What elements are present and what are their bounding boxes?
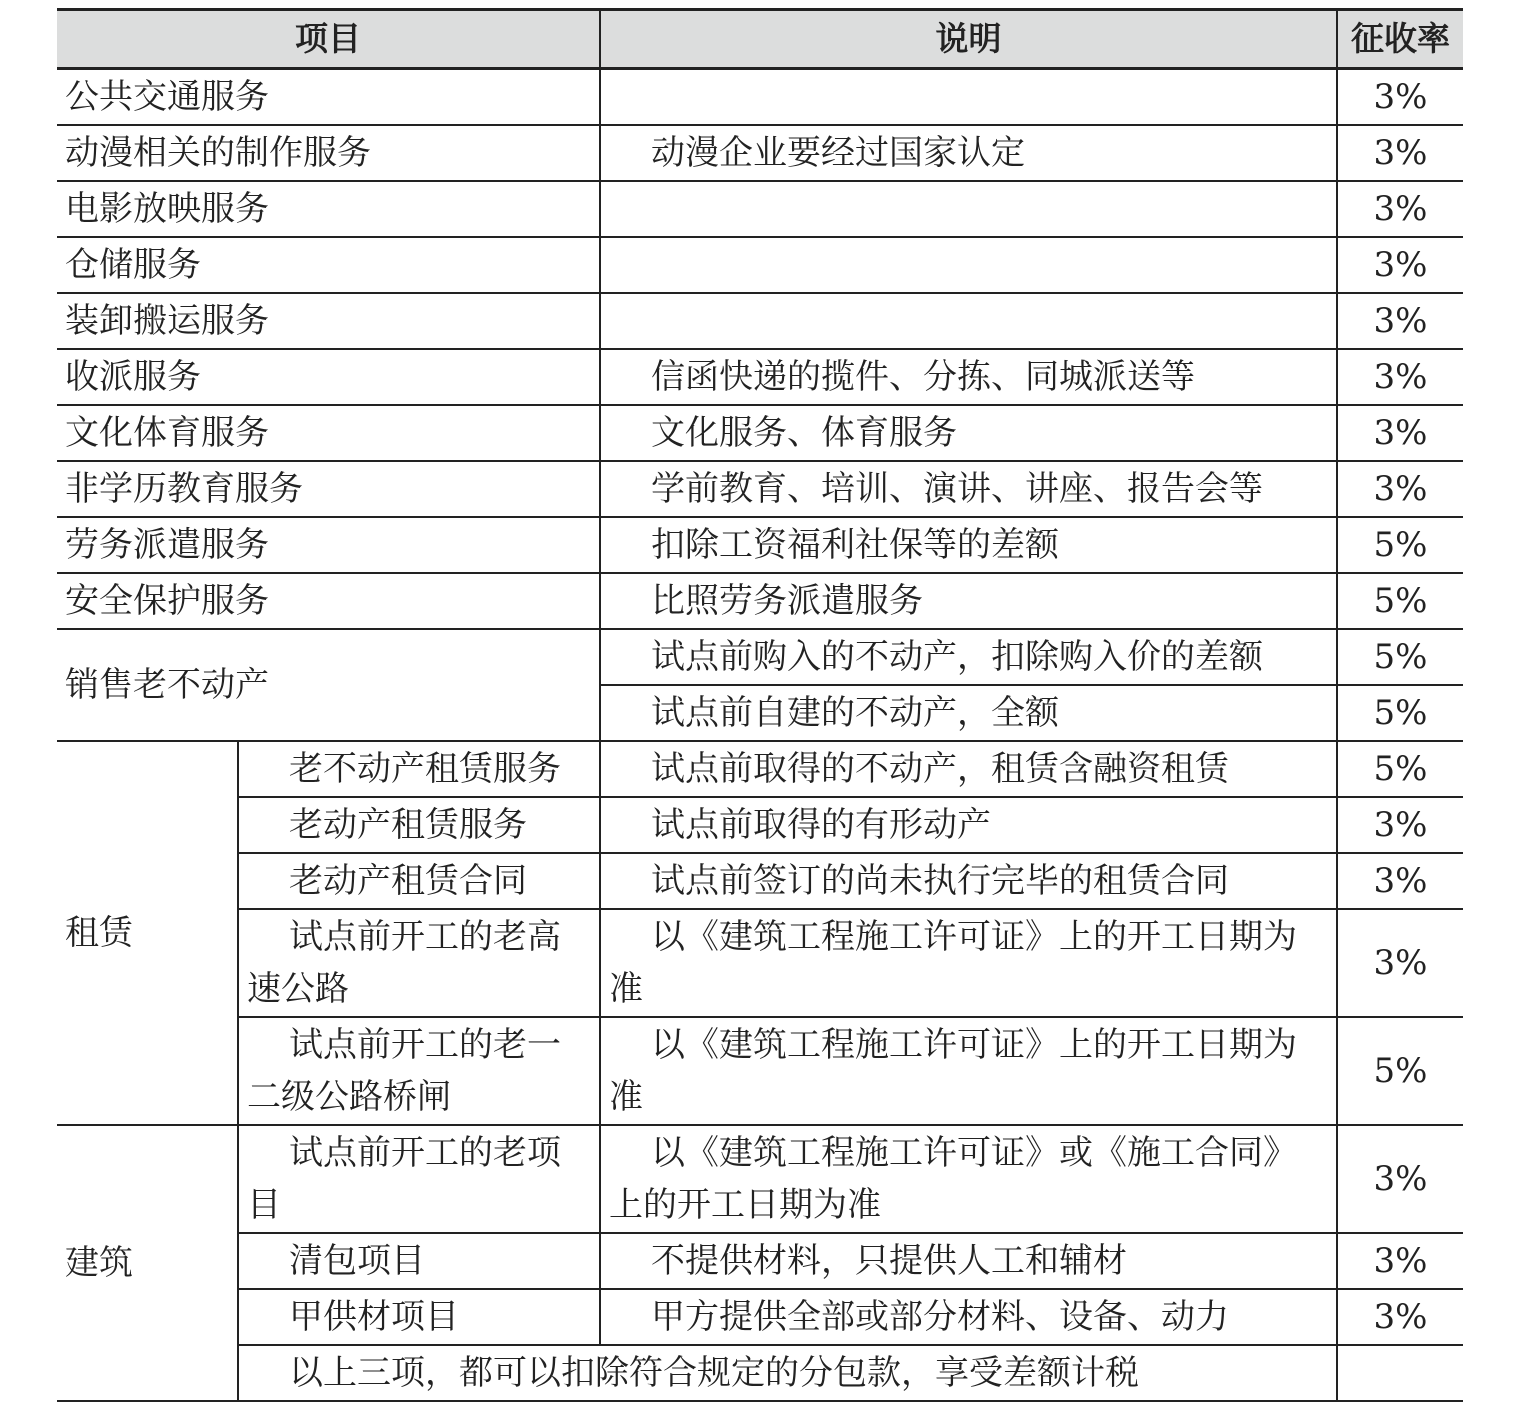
item-cell: 甲供材项目 bbox=[238, 1289, 600, 1345]
desc-cell: 甲方提供全部或部分材料、设备、动力 bbox=[600, 1289, 1337, 1345]
desc-cell: 以《建筑工程施工许可证》或《施工合同》上的开工日期为准 bbox=[600, 1125, 1337, 1233]
rate-cell: 3% bbox=[1337, 69, 1463, 125]
rate-cell: 3% bbox=[1337, 1233, 1463, 1289]
rate-cell: 3% bbox=[1337, 853, 1463, 909]
item-cell: 动漫相关的制作服务 bbox=[57, 125, 600, 181]
rate-cell: 3% bbox=[1337, 237, 1463, 293]
table-row bbox=[57, 629, 1463, 685]
table-row bbox=[57, 1289, 1463, 1345]
table-row bbox=[57, 1017, 1463, 1125]
desc-cell: 试点前签订的尚未执行完毕的租赁合同 bbox=[600, 853, 1337, 909]
table-row bbox=[57, 1233, 1463, 1289]
desc-cell: 试点前购入的不动产，扣除购入价的差额 bbox=[600, 629, 1337, 685]
table-row bbox=[57, 1125, 1463, 1233]
table-row bbox=[57, 237, 1463, 293]
lease-category-cell: 租赁 bbox=[57, 741, 238, 1125]
empty-rate-cell bbox=[1337, 1345, 1463, 1401]
desc-cell: 以《建筑工程施工许可证》上的开工日期为准 bbox=[600, 909, 1337, 1017]
table-row bbox=[57, 517, 1463, 573]
table-row bbox=[57, 405, 1463, 461]
table-row bbox=[57, 125, 1463, 181]
table-row bbox=[57, 573, 1463, 629]
header-item: 项目 bbox=[57, 10, 600, 69]
desc-cell: 试点前取得的有形动产 bbox=[600, 797, 1337, 853]
item-cell: 试点前开工的老一二级公路桥闸 bbox=[238, 1017, 600, 1125]
desc-cell bbox=[600, 237, 1337, 293]
desc-cell: 扣除工资福利社保等的差额 bbox=[600, 517, 1337, 573]
item-cell: 劳务派遣服务 bbox=[57, 517, 600, 573]
desc-cell: 试点前自建的不动产，全额 bbox=[600, 685, 1337, 741]
desc-cell bbox=[600, 293, 1337, 349]
rate-cell: 3% bbox=[1337, 349, 1463, 405]
item-cell: 清包项目 bbox=[238, 1233, 600, 1289]
header-rate: 征收率 bbox=[1337, 10, 1463, 69]
item-cell: 收派服务 bbox=[57, 349, 600, 405]
rate-cell: 3% bbox=[1337, 293, 1463, 349]
desc-cell: 动漫企业要经过国家认定 bbox=[600, 125, 1337, 181]
rate-cell: 5% bbox=[1337, 1017, 1463, 1125]
header-desc: 说明 bbox=[600, 10, 1337, 69]
desc-cell: 学前教育、培训、演讲、讲座、报告会等 bbox=[600, 461, 1337, 517]
desc-cell: 以《建筑工程施工许可证》上的开工日期为准 bbox=[600, 1017, 1337, 1125]
rate-cell: 5% bbox=[1337, 517, 1463, 573]
desc-cell: 试点前取得的不动产，租赁含融资租赁 bbox=[600, 741, 1337, 797]
item-cell: 仓储服务 bbox=[57, 237, 600, 293]
item-cell: 非学历教育服务 bbox=[57, 461, 600, 517]
construction-category-cell: 建筑 bbox=[57, 1125, 238, 1401]
desc-cell: 文化服务、体育服务 bbox=[600, 405, 1337, 461]
desc-cell bbox=[600, 69, 1337, 125]
table-row bbox=[57, 293, 1463, 349]
table-row bbox=[57, 349, 1463, 405]
rate-cell: 3% bbox=[1337, 797, 1463, 853]
table-row bbox=[57, 797, 1463, 853]
rate-cell: 5% bbox=[1337, 685, 1463, 741]
item-cell: 文化体育服务 bbox=[57, 405, 600, 461]
desc-cell bbox=[600, 181, 1337, 237]
rate-cell: 3% bbox=[1337, 125, 1463, 181]
item-cell: 老动产租赁合同 bbox=[238, 853, 600, 909]
rate-cell: 3% bbox=[1337, 181, 1463, 237]
item-cell: 电影放映服务 bbox=[57, 181, 600, 237]
desc-cell: 比照劳务派遣服务 bbox=[600, 573, 1337, 629]
rate-cell: 3% bbox=[1337, 909, 1463, 1017]
item-cell: 试点前开工的老高速公路 bbox=[238, 909, 600, 1017]
item-cell: 老不动产租赁服务 bbox=[238, 741, 600, 797]
table-row bbox=[57, 461, 1463, 517]
table-row bbox=[57, 181, 1463, 237]
old-property-cell: 销售老不动产 bbox=[57, 629, 600, 741]
tax-rate-table bbox=[57, 8, 1463, 1402]
item-cell: 安全保护服务 bbox=[57, 573, 600, 629]
header-row bbox=[57, 10, 1463, 69]
rate-cell: 3% bbox=[1337, 1289, 1463, 1345]
desc-cell: 不提供材料，只提供人工和辅材 bbox=[600, 1233, 1337, 1289]
rate-cell: 5% bbox=[1337, 629, 1463, 685]
item-cell: 老动产租赁服务 bbox=[238, 797, 600, 853]
desc-cell: 信函快递的揽件、分拣、同城派送等 bbox=[600, 349, 1337, 405]
table-row bbox=[57, 853, 1463, 909]
rate-cell: 3% bbox=[1337, 405, 1463, 461]
item-cell: 试点前开工的老项目 bbox=[238, 1125, 600, 1233]
table-row bbox=[57, 741, 1463, 797]
rate-cell: 5% bbox=[1337, 741, 1463, 797]
table-row bbox=[57, 1345, 1463, 1401]
rate-cell: 3% bbox=[1337, 461, 1463, 517]
rate-cell: 3% bbox=[1337, 1125, 1463, 1233]
rate-cell: 5% bbox=[1337, 573, 1463, 629]
item-cell: 装卸搬运服务 bbox=[57, 293, 600, 349]
construction-note-cell: 以上三项，都可以扣除符合规定的分包款，享受差额计税 bbox=[238, 1345, 1337, 1401]
item-cell: 公共交通服务 bbox=[57, 69, 600, 125]
table-row bbox=[57, 69, 1463, 125]
table-row bbox=[57, 909, 1463, 1017]
